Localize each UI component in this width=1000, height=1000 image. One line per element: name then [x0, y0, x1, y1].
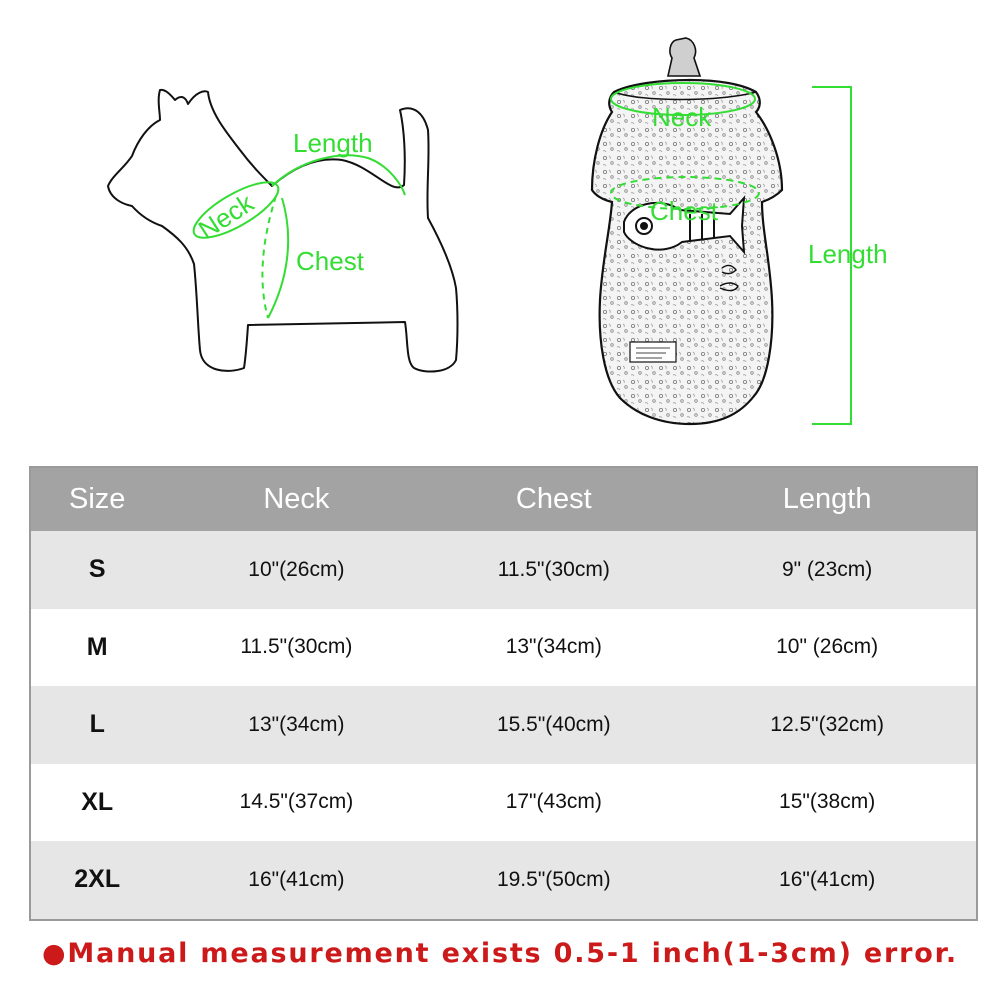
dog-length-guide: [272, 155, 405, 195]
garment-tag: [630, 342, 676, 362]
garment-neck-label: Neck: [652, 102, 712, 132]
neck-cell: 14.5"(37cm): [239, 790, 354, 814]
measurement-error-note: ●Manual measurement exists 0.5-1 inch(1-3cm) error.: [42, 938, 958, 969]
chest-cell: 13"(34cm): [505, 635, 602, 659]
dog-chest-guide: [268, 198, 288, 318]
size-cell: XL: [81, 787, 114, 816]
neck-cell: 13"(34cm): [248, 712, 345, 736]
chest-cell: 15.5"(40cm): [496, 712, 611, 736]
chest-cell: 11.5"(30cm): [497, 557, 610, 581]
hanger-hook: [668, 38, 700, 76]
size-cell: L: [89, 710, 105, 739]
length-cell: 16"(41cm): [779, 867, 876, 891]
measurement-illustration: [0, 0, 1000, 460]
length-cell: 10" (26cm): [776, 635, 879, 659]
size-cell: M: [86, 632, 108, 661]
length-cell: 9" (23cm): [781, 557, 873, 581]
length-cell: 12.5"(32cm): [770, 712, 884, 736]
neck-cell: 11.5"(30cm): [240, 635, 353, 659]
header-size: Size: [69, 483, 126, 515]
table-row: [31, 841, 976, 919]
size-cell: S: [88, 555, 106, 584]
chest-cell: 17"(43cm): [505, 790, 602, 814]
dog-chest-guide-back: [262, 196, 276, 318]
chest-cell: 19.5"(50cm): [496, 867, 611, 891]
table-row: [31, 531, 976, 609]
dog-outline: [108, 90, 458, 372]
dog-chest-label: Chest: [296, 246, 364, 276]
dog-length-label: Length: [293, 128, 373, 158]
size-cell: 2XL: [74, 865, 121, 894]
table-header-row: [31, 468, 976, 531]
neck-cell: 16"(41cm): [248, 867, 345, 891]
table-row: [31, 764, 976, 842]
garment-chest-label: Chest: [650, 196, 718, 226]
table-row: [31, 686, 976, 764]
header-length: Length: [782, 483, 872, 515]
header-neck: Neck: [263, 483, 330, 515]
neck-cell: 10"(26cm): [248, 557, 345, 581]
table-row: [31, 609, 976, 687]
header-chest: Chest: [515, 483, 592, 515]
size-chart-table: [29, 466, 978, 921]
garment-length-label: Length: [808, 239, 888, 269]
length-cell: 15"(38cm): [779, 790, 876, 814]
dog-neck-label: Neck: [192, 187, 259, 246]
